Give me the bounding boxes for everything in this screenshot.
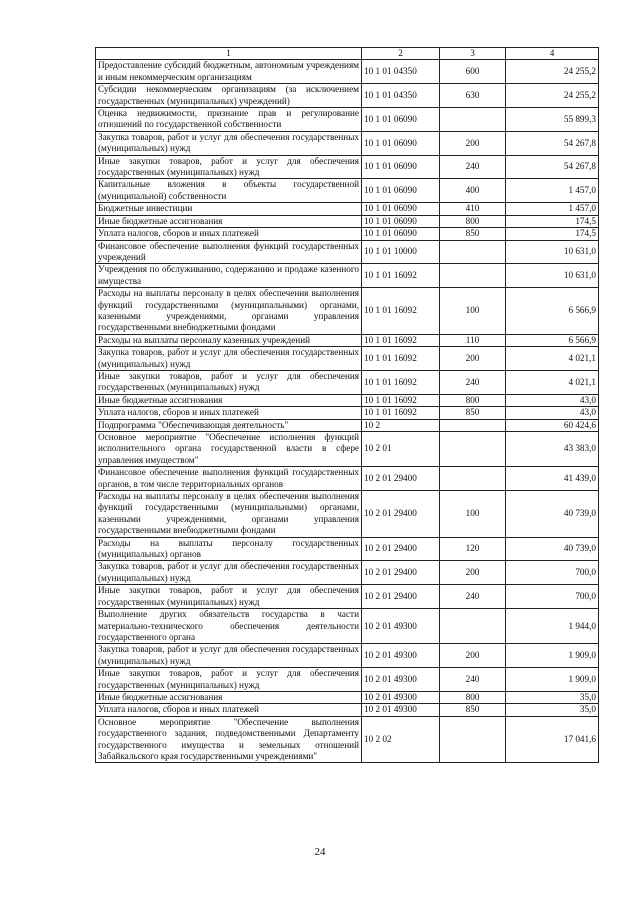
cell-code: 10 2 01 29400 [362,467,440,491]
cell-name: Бюджетные инвестиции [96,203,362,215]
cell-name: Иные закупки товаров, работ и услуг для обеспечения государственных (муниципальных) нужд [96,668,362,692]
cell-sum: 4 021,1 [506,370,599,394]
cell-code: 10 1 01 16092 [362,370,440,394]
cell-name: Капитальные вложения в объекты государственной (муниципальной) собственности [96,179,362,203]
cell-code: 10 1 01 06090 [362,228,440,240]
cell-type: 100 [440,288,506,335]
cell-sum: 1 909,0 [506,644,599,668]
cell-type [440,240,506,264]
cell-sum: 17 041,6 [506,716,599,763]
cell-code: 10 2 01 49300 [362,704,440,716]
cell-type [440,108,506,132]
cell-sum: 60 424,6 [506,419,599,431]
table-row [96,609,599,644]
cell-type [440,264,506,288]
cell-name: Закупка товаров, работ и услуг для обеспечения государственных (муниципальных) нужд [96,131,362,155]
cell-code: 10 2 01 [362,432,440,467]
cell-type: 110 [440,334,506,346]
table-row [96,131,599,155]
cell-type [440,467,506,491]
cell-name: Основное мероприятие "Обеспечение выполнения государственного задания, подведомственными Департаменту государственного имущества и земельных отношений Забайкальского края государственными учреждениями" [96,716,362,763]
cell-sum: 174,5 [506,228,599,240]
table-row [96,704,599,716]
cell-name: Расходы на выплаты персоналу государственных (муниципальных) органов [96,537,362,561]
cell-code: 10 1 01 16092 [362,407,440,419]
table-row [96,370,599,394]
table-row [96,644,599,668]
cell-name: Предоставление субсидий бюджетным, автономным учреждениям и иным некоммерческим организациям [96,60,362,84]
table-row [96,215,599,227]
table-row [96,668,599,692]
table-row [96,240,599,264]
table-row [96,407,599,419]
header-col-3: 3 [440,48,506,60]
cell-type: 850 [440,407,506,419]
table-row [96,691,599,703]
table-row [96,585,599,609]
table-body [96,60,599,763]
page-number: 24 [314,846,326,858]
header-col-1: 1 [96,48,362,60]
cell-name: Выполнение других обязательств государства в части материально-технического обеспечения деятельности государственного органа [96,609,362,644]
table-row [96,60,599,84]
cell-code: 10 1 01 06090 [362,155,440,179]
cell-code: 10 2 01 29400 [362,561,440,585]
cell-type: 850 [440,228,506,240]
cell-type [440,419,506,431]
cell-sum: 40 739,0 [506,491,599,538]
cell-code: 10 2 01 49300 [362,691,440,703]
cell-name: Иные бюджетные ассигнования [96,691,362,703]
table-row [96,432,599,467]
header-row [96,48,599,60]
cell-name: Уплата налогов, сборов и иных платежей [96,228,362,240]
cell-sum: 10 631,0 [506,240,599,264]
cell-type: 240 [440,668,506,692]
cell-code: 10 2 01 49300 [362,668,440,692]
cell-type: 240 [440,155,506,179]
cell-name: Уплата налогов, сборов и иных платежей [96,704,362,716]
cell-sum: 1 909,0 [506,668,599,692]
table-row [96,467,599,491]
cell-sum: 174,5 [506,215,599,227]
cell-code: 10 1 01 06090 [362,203,440,215]
table-row [96,334,599,346]
cell-name: Субсидии некоммерческим организациям (за исключением государственных (муниципальных) учреждений) [96,84,362,108]
table-row [96,228,599,240]
cell-code: 10 1 01 16092 [362,264,440,288]
table-row [96,394,599,406]
cell-type: 200 [440,644,506,668]
cell-name: Иные закупки товаров, работ и услуг для обеспечения государственных (муниципальных) нужд [96,585,362,609]
table-row [96,491,599,538]
cell-name: Иные бюджетные ассигнования [96,215,362,227]
cell-type: 630 [440,84,506,108]
header-col-4: 4 [506,48,599,60]
cell-code: 10 2 01 49300 [362,609,440,644]
cell-sum: 35,0 [506,691,599,703]
cell-code: 10 1 01 16092 [362,288,440,335]
cell-name: Иные закупки товаров, работ и услуг для обеспечения государственных (муниципальных) нужд [96,155,362,179]
cell-sum: 35,0 [506,704,599,716]
cell-name: Иные закупки товаров, работ и услуг для обеспечения государственных (муниципальных) нужд [96,370,362,394]
cell-code: 10 2 02 [362,716,440,763]
cell-code: 10 2 01 29400 [362,585,440,609]
cell-sum: 4 021,1 [506,347,599,371]
cell-sum: 41 439,0 [506,467,599,491]
cell-code: 10 1 01 16092 [362,334,440,346]
cell-name: Уплата налогов, сборов и иных платежей [96,407,362,419]
cell-code: 10 1 01 10000 [362,240,440,264]
table-row [96,347,599,371]
cell-name: Иные бюджетные ассигнования [96,394,362,406]
cell-sum: 55 899,3 [506,108,599,132]
cell-sum: 43 383,0 [506,432,599,467]
table-row [96,561,599,585]
table-row [96,716,599,763]
cell-name: Учреждения по обслуживанию, содержанию и продаже казенного имущества [96,264,362,288]
cell-type [440,716,506,763]
cell-code: 10 1 01 16092 [362,347,440,371]
cell-name: Расходы на выплаты персоналу казенных учреждений [96,334,362,346]
cell-type: 240 [440,370,506,394]
cell-type: 200 [440,347,506,371]
cell-type: 600 [440,60,506,84]
cell-name: Закупка товаров, работ и услуг для обеспечения государственных (муниципальных) нужд [96,561,362,585]
cell-name: Финансовое обеспечение выполнения функций государственных учреждений [96,240,362,264]
table-row [96,264,599,288]
cell-type: 200 [440,561,506,585]
cell-sum: 1 457,0 [506,203,599,215]
cell-sum: 6 566,9 [506,334,599,346]
cell-sum: 54 267,8 [506,155,599,179]
table-row [96,288,599,335]
table-row [96,419,599,431]
cell-type: 800 [440,394,506,406]
cell-sum: 700,0 [506,561,599,585]
cell-code: 10 2 01 29400 [362,537,440,561]
cell-sum: 43,0 [506,407,599,419]
cell-name: Закупка товаров, работ и услуг для обеспечения государственных (муниципальных) нужд [96,347,362,371]
cell-type: 240 [440,585,506,609]
cell-code: 10 1 01 06090 [362,108,440,132]
cell-type: 410 [440,203,506,215]
cell-type: 100 [440,491,506,538]
cell-sum: 43,0 [506,394,599,406]
table-row [96,84,599,108]
table-header [96,48,599,60]
cell-name: Закупка товаров, работ и услуг для обеспечения государственных (муниципальных) нужд [96,644,362,668]
cell-code: 10 1 01 04350 [362,84,440,108]
cell-type: 200 [440,131,506,155]
table-row [96,537,599,561]
cell-sum: 6 566,9 [506,288,599,335]
cell-sum: 10 631,0 [506,264,599,288]
cell-sum: 700,0 [506,585,599,609]
cell-name: Расходы на выплаты персоналу в целях обеспечения выполнения функций государственными (муниципальными) органами, казенными учреждениями, органами управления государственными внебюджетными фондами [96,288,362,335]
cell-code: 10 1 01 06090 [362,215,440,227]
cell-name: Оценка недвижимости, признание прав и регулирование отношений по государственной собственности [96,108,362,132]
cell-type [440,609,506,644]
cell-code: 10 1 01 04350 [362,60,440,84]
table-row [96,155,599,179]
cell-type: 850 [440,704,506,716]
cell-code: 10 2 01 49300 [362,644,440,668]
cell-code: 10 1 01 06090 [362,179,440,203]
cell-type: 800 [440,215,506,227]
cell-type: 800 [440,691,506,703]
table-row [96,179,599,203]
table-row [96,203,599,215]
cell-code: 10 2 01 29400 [362,491,440,538]
header-col-2: 2 [362,48,440,60]
cell-sum: 40 739,0 [506,537,599,561]
cell-code: 10 2 [362,419,440,431]
cell-type: 120 [440,537,506,561]
cell-name: Подпрограмма "Обеспечивающая деятельность" [96,419,362,431]
cell-type: 400 [440,179,506,203]
table-row [96,108,599,132]
cell-sum: 54 267,8 [506,131,599,155]
cell-sum: 24 255,2 [506,84,599,108]
cell-code: 10 1 01 06090 [362,131,440,155]
cell-sum: 24 255,2 [506,60,599,84]
cell-sum: 1 944,0 [506,609,599,644]
cell-name: Основное мероприятие "Обеспечение исполнения функций исполнительного органа государственной власти в сфере управления имуществом" [96,432,362,467]
cell-name: Финансовое обеспечение выполнения функций государственных органов, в том числе территориальных органов [96,467,362,491]
budget-table [95,47,599,763]
cell-name: Расходы на выплаты персоналу в целях обеспечения выполнения функций государственными (муниципальными) органами, казенными учреждениями, органами управления государственными внебюджетными фондами [96,491,362,538]
cell-code: 10 1 01 16092 [362,394,440,406]
cell-sum: 1 457,0 [506,179,599,203]
cell-type [440,432,506,467]
